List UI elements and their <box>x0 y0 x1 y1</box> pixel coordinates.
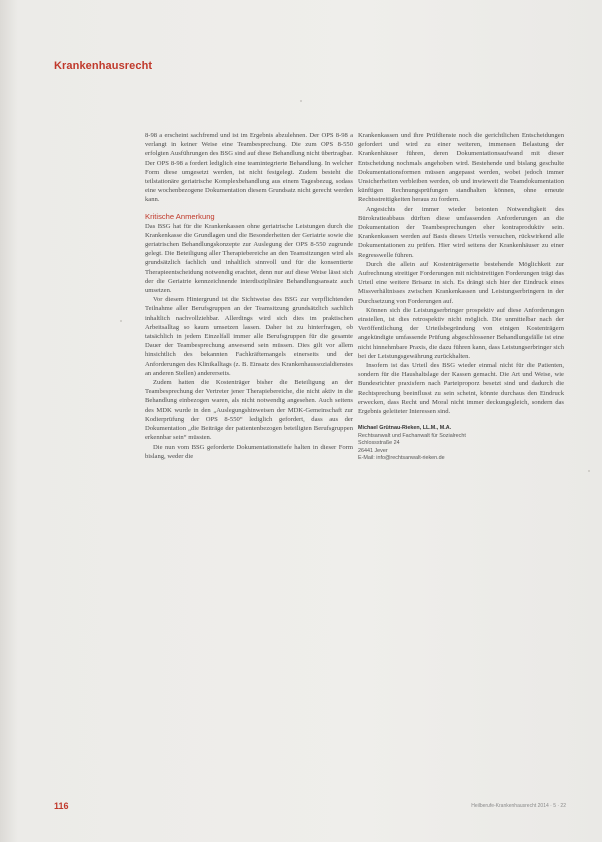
paper-speck <box>588 470 590 472</box>
author-name: Michael Grütnau-Rieken, LL.M., M.A. <box>358 425 452 432</box>
paragraph: Vor diesem Hintergrund ist die Sichtweise des BSG zur verpflichtenden Teilnahme aller Berufsgruppen an der Teamsitzung grundsätzlich sachlich inhaltlich nachvollziehbar. Allerdings wird sich dies im praktischen Arbeitsalltag so kaum umsetzen lassen. Daher ist zu hinterfragen, ob tatsächlich in jedem Einzelfall immer alle Berufsgruppen für die gesamte Dauer der Teambesprechung anwesend sein müssen. Dies gilt vor allem hinsichtlich des bekannten Fachkräftemangels einerseits und der Anforderungen des Klinikalltags (z. B. Einsatz des Krankenhaussozialdienstes an anderen Stellen) andererseits. <box>145 296 353 377</box>
section-title: Krankenhausrecht <box>54 60 153 72</box>
paragraph: Das BSG hat für die Krankenkassen ohne geriatrische Leistungen durch die Krankenkasse die Grundlagen und die Besonderheiten der Geriatrie sowie die geriatrischen Behandlungskonzepte zur Auslegung der OPS 8-550 zugrunde gelegt. Die Beteiligung aller Therapiebereiche an den Teamsitzungen wird als grundsätzlich fachlich und inhaltlich sinnvoll und für die konsentierte Therapieentscheidung notwendig erachtet, denn nur auf diese Weise lässt sich der die Geriatrie kennzeichnende interdisziplinäre Behandlungsansatz auch umsetzen. <box>145 222 353 295</box>
paragraph: Zudem hatten die Kostenträger bisher die Beteiligung an der Teambesprechung der Vertreter jener Therapiebereiche, die nicht aktiv in die Behandlung einbezogen waren, als nicht notwendig angesehen. Auch seitens des MDK wurde in den „Auslegungshinweisen der MDK-Gemeinschaft zur Kodierprüfung der OPS 8-550“ lediglich gefordert, dass aus der Dokumentation „die Beiträge der patientenbezogen beteiligten Berufsgruppen erkennbar sein“ müssten. <box>145 379 353 442</box>
paragraph: Angesichts der immer wieder betonten Notwendigkeit des Bürokratieabbaus dürften diese umfassenden Anforderungen an die Dokumentation der Teambesprechungen eher kontraproduktiv sein. Krankenkassen werden auf Basis dieses Urteils versuchen, rückwirkend alle Dokumentationen zu prüfen. Hier wird seitens der Krankenhäuser zu einer Regresswelle führen. <box>358 205 564 259</box>
journal-citation: Heilberufe-Krankenhausrecht 2014 · 5 · 22 <box>471 803 566 809</box>
paragraph: Durch die allein auf Kostenträgerseite bestehende Möglichkeit zur Aufrechnung streitiger Forderungen mit nichtstreitigen Forderungen trägt das Urteil eine weitere Brisanz in sich. Es drängt sich hier der Eindruck eines Missverhältnisses zwischen Krankenkassen und Leistungserbringern in der Durchsetzung von Forderungen auf. <box>358 260 564 305</box>
right-column <box>358 131 564 462</box>
paper-speck <box>300 100 302 102</box>
page-number: 116 <box>54 801 69 811</box>
paragraph: Die nun vom BSG geforderte Dokumentationstiefe halten in dieser Form bislang, weder die <box>145 443 353 460</box>
left-column <box>145 131 353 461</box>
paragraph: Insofern ist das Urteil des BSG wieder einmal nicht für die Patienten, sondern für die Haushaltslage der Kassen gemacht. Die Art und Weise, wie Bundesrichter praxisfern nach Parteiproporz besetzt sind und dadurch die Rechtsprechung beeinflusst zu sein scheint, könnte durchaus den Eindruck erwecken, dass Recht und Moral nicht immer deckungsgleich, sondern das Ergebnis geleiteter Interessen sind. <box>358 362 564 416</box>
author-city: 26441 Jever <box>358 447 388 454</box>
author-street: Schlossstraße 24 <box>358 440 400 447</box>
author-block <box>358 425 564 462</box>
paragraph: Können sich die Leistungserbringer prospektiv auf diese Anforderungen einstellen, ist dies retrospektiv nicht möglich. Die unmittelbar nach der Veröffentlichung der Urteilsbegründung von einigen Kostenträgern angekündigte umfassende Prüfung abgeschlossener Behandlungsfälle ist eine nicht hinnehmbare Praxis, die dazu führen kann, dass Leistungserbringer sich bei der Leistungsgewährung zurückhalten. <box>358 306 564 360</box>
paper-speck <box>120 320 122 322</box>
paragraph: 8-98 a erscheint sachfremd und ist im Ergebnis abzulehnen. Der OPS 8-98 a verlangt in keiner Weise eine Teambesprechung. Die zum OPS 8-550 erfolgten Ausführungen des BSG sind auf diese Behandlung nicht übertragbar. Der OPS 8-98 a fordert lediglich eine teamintegrierte Behandlung. In welcher Form diese umgesetzt werden, ist nicht festgelegt. Zudem besteht die teilstationäre geriatrische Komplexbehandlung aus einem Tagesbezug, sodass eine wochenbezogene Dokumentation diesem Grundsatz nicht gerecht werden kann. <box>145 132 353 204</box>
subheading: Kritische Anmerkung <box>145 211 215 221</box>
author-title: Rechtsanwalt und Fachanwalt für Sozialrecht <box>358 432 466 439</box>
author-email: E-Mail: info@rechtsanwalt-rieken.de <box>358 454 445 461</box>
paragraph: Krankenkassen und ihre Prüfdienste noch die gerichtlichen Entscheidungen gefordert und wird zu einer weiteren, immensen Belastung der Krankenhäuser führen, deren Dokumentationsaufwand mit dieser Entscheidung nochmals angehoben wird. Bestehende und bislang geschulte Dokumentationsformen müssen angepasst werden, wobei jedoch immer Unsicherheiten verbleiben werden, ob und inwieweit die Teamdokumentation künftigen Rechnungsprüfungen standhalten können, ohne erneute Rechtsstreitigkeiten heraus zu fordern. <box>358 132 564 204</box>
